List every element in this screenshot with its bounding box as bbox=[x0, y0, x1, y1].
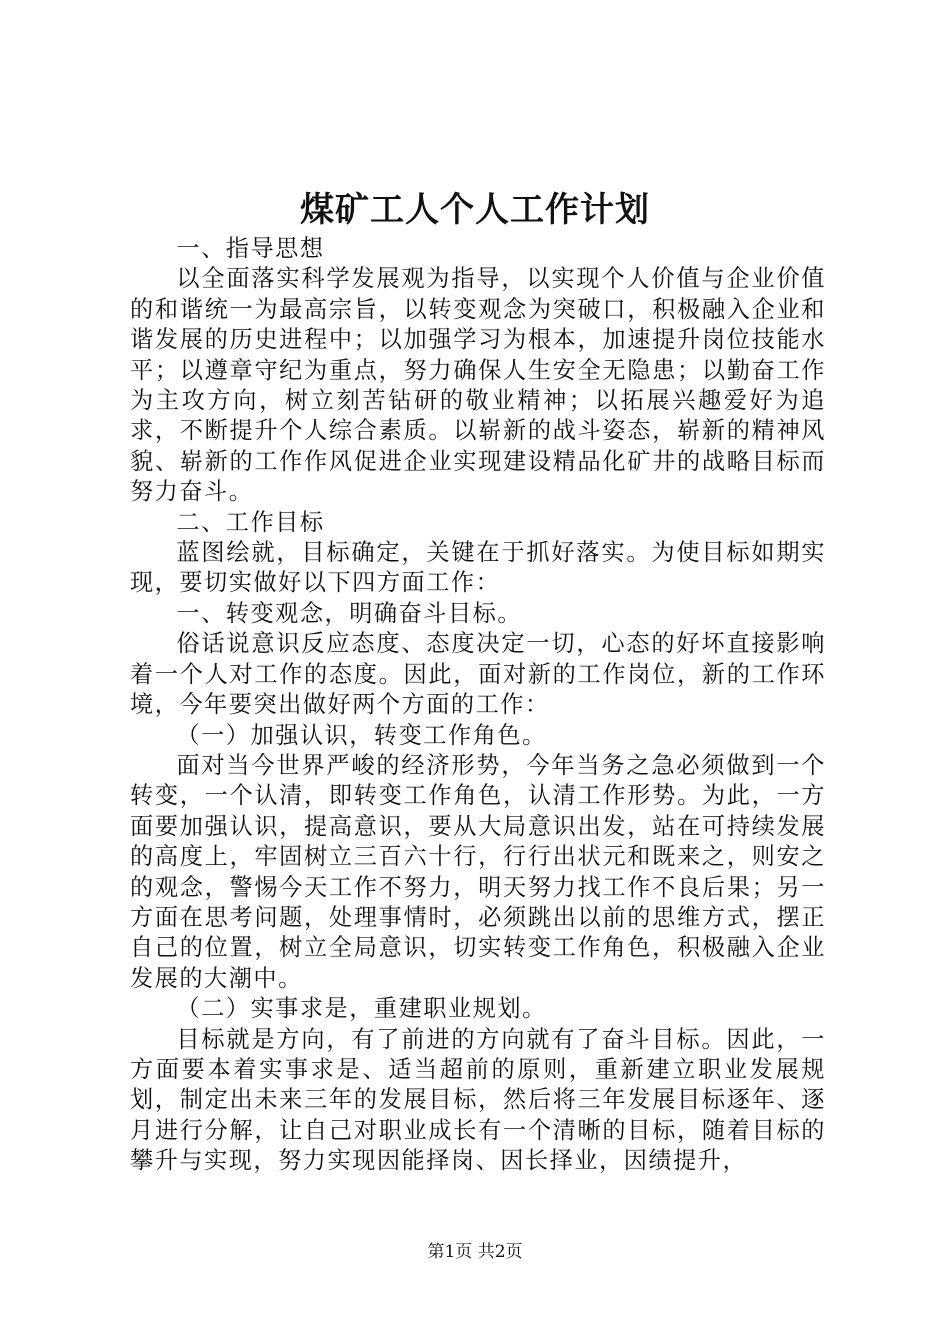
body-paragraph: 目标就是方向，有了前进的方向就有了奋斗目标。因此，一方面要本着实事求是、适当超前的原则，重新建立职业发展规划，制定出未来三年的发展目标，然后将三年发展目标逐年、逐月进行分解，让自己对职业成长有一个清晰的目标，随着目标的攀升与实现，努力实现因能择岗、因长择业，因绩提升， bbox=[130, 1025, 826, 1175]
section-heading: 二、工作目标 bbox=[176, 508, 325, 536]
document-body bbox=[130, 234, 826, 1177]
body-paragraph: 俗话说意识反应态度、态度决定一切，心态的好坏直接影响着一个人对工作的态度。因此，面对新的工作岗位，新的工作环境，今年要突出做好两个方面的工作： bbox=[130, 630, 826, 719]
subsection-heading: 一、转变观念，明确奋斗目标。 bbox=[176, 599, 523, 627]
page-number-footer: 第1页 共2页 bbox=[427, 1242, 523, 1262]
subsection-heading: （二）实事求是，重建职业规划。 bbox=[176, 995, 547, 1023]
body-paragraph: 蓝图绘就，目标确定，关键在于抓好落实。为使目标如期实现，要切实做好以下四方面工作： bbox=[130, 539, 826, 597]
body-paragraph: 以全面落实科学发展观为指导，以实现个人价值与企业价值的和谐统一为最高宗旨，以转变观念为突破口，积极融入企业和谐发展的历史进程中；以加强学习为根本，加速提升岗位技能水平；以遵章守纪为重点，努力确保人生安全无隐患；以勤奋工作为主攻方向，树立刻苦钻研的敬业精神；以拓展兴趣爱好为追求，不断提升个人综合素质。以崭新的战斗姿态，崭新的精神风貌、崭新的工作作风促进企业实现建设精品化矿井的战略目标而努力奋斗。 bbox=[130, 265, 826, 506]
section-heading: 一、指导思想 bbox=[176, 235, 325, 262]
subsection-heading: （一）加强认识，转变工作角色。 bbox=[176, 721, 547, 749]
document-title: 煤矿工人个人工作计划 bbox=[300, 190, 650, 230]
body-paragraph: 面对当今世界严峻的经济形势，今年当务之急必须做到一个转变，一个认清，即转变工作角色，认清工作形势。为此，一方面要加强认识，提高意识，要从大局意识出发，站在可持续发展的高度上，牢固树立三百六十行，行行出状元和既来之，则安之的观念，警惕今天工作不努力，明天努力找工作不良后果；另一方面在思考问题，处理事情时，必须跳出以前的思维方式，摆正自己的位置，树立全局意识，切实转变工作角色，积极融入企业发展的大潮中。 bbox=[130, 751, 826, 992]
